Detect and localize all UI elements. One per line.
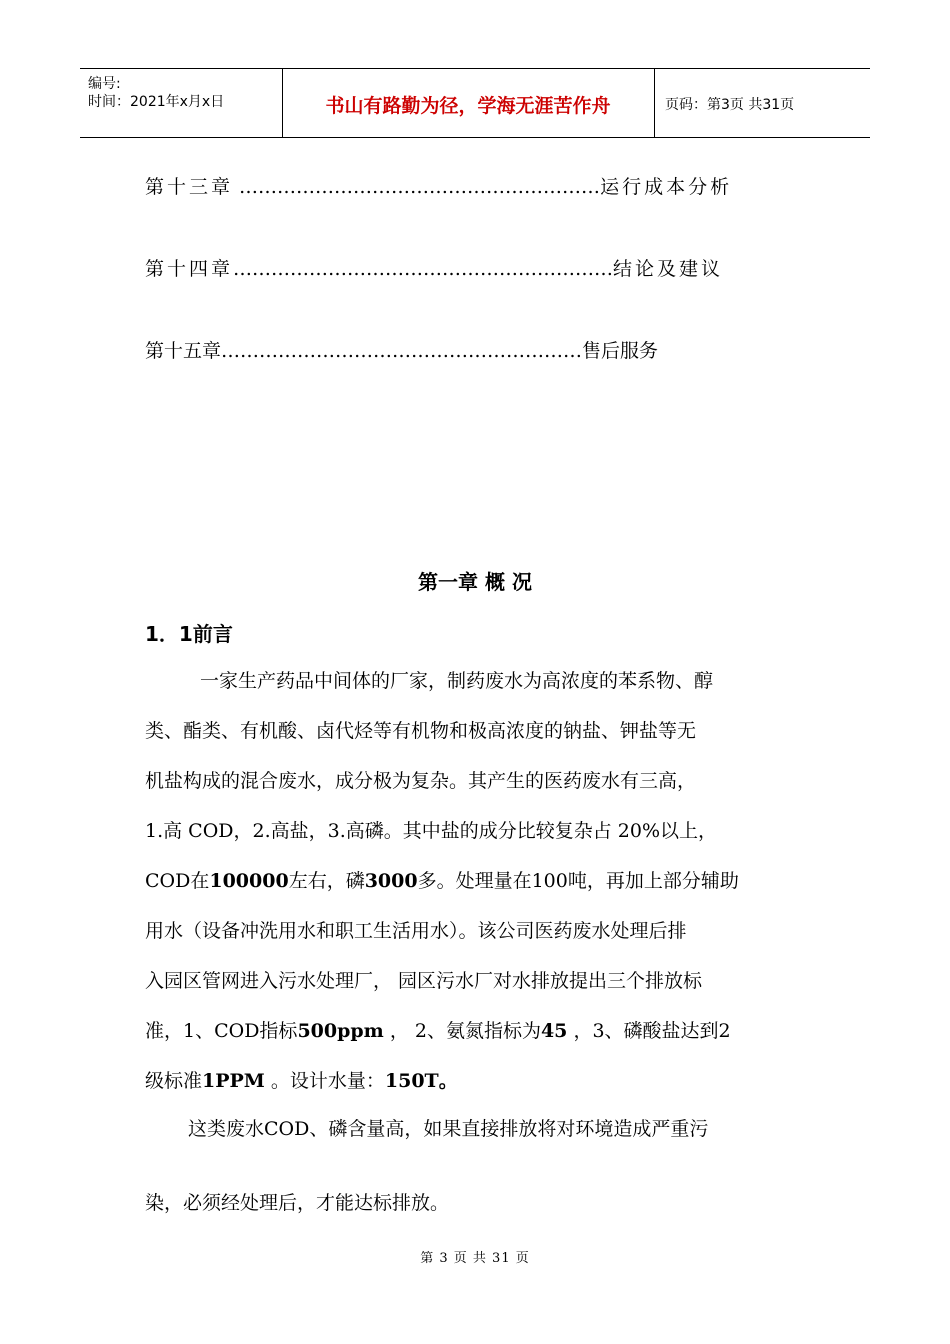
toc-dots: ………………………………………………… [233, 176, 601, 198]
bold-value: 500ppm [297, 1020, 384, 1042]
header-page-info: 页码：第3页 共31页 [665, 97, 795, 113]
body-para2-line-2: 染，必须经处理后，才能达标排放。 [145, 1192, 450, 1214]
text-run: 多。处理量在100吨，再加上部分辅助 [417, 870, 739, 892]
body-line-7: 入园区管网进入污水处理厂， 园区污水厂对水排放提出三个排放标 [145, 970, 703, 992]
body-line-8 [145, 1016, 731, 1043]
toc-line-13 [145, 172, 732, 199]
text-run: 准，1、COD指标 [145, 1020, 298, 1042]
section-title: 1．1前言 [145, 622, 233, 646]
body-line-3: 机盐构成的混合废水，成分极为复杂。其产生的医药废水有三高， [145, 770, 697, 792]
bold-value: 100000 [209, 870, 289, 892]
toc-dots: …………………………………………………… [233, 258, 614, 280]
page-header [80, 68, 870, 138]
body-line-6: 用水（设备冲洗用水和职工生活用水）。该公司医药废水处理后排 [145, 920, 687, 942]
text-run: COD在 [145, 870, 210, 892]
time-label: 时间：2021年x月x日 [88, 94, 225, 110]
header-motto-cell [282, 69, 655, 137]
body-line-4: 1.高 COD，2.高盐，3.高磷。其中盐的成分比较复杂占 20%以上， [145, 820, 718, 842]
bold-value: 1PPM [202, 1070, 265, 1092]
toc-chapter: 第十三章 [145, 176, 234, 198]
page-footer: 第 3 页 共 31 页 [420, 1251, 530, 1266]
body-line-2: 类、酯类、有机酸、卤代烃等有机物和极高浓度的钠盐、钾盐等无 [145, 720, 697, 742]
header-page-cell [655, 69, 870, 137]
toc-dots: ………………………………………………… [221, 340, 583, 362]
body-para2-line-1: 这类废水COD、磷含量高，如果直接排放将对环境造成严重污 [188, 1118, 709, 1140]
text-run: 。设计水量： [264, 1070, 385, 1092]
bold-value: 45 [540, 1020, 568, 1042]
text-run: ， 2、氨氮指标为 [383, 1020, 541, 1042]
body-line-5 [145, 866, 739, 893]
toc-line-15 [145, 336, 658, 363]
body-line-1: 一家生产药品中间体的厂家，制药废水为高浓度的苯系物、醇 [200, 670, 714, 692]
bold-value: 3000 [364, 870, 418, 892]
chapter-title: 第一章 概 况 [418, 570, 532, 594]
toc-line-14 [145, 254, 723, 281]
toc-chapter: 第十四章 [145, 258, 234, 280]
text-run: 级标准 [145, 1070, 203, 1092]
toc-title: 售后服务 [582, 340, 659, 362]
text-run: ，3、磷酸盐达到2 [567, 1020, 731, 1042]
bold-value: 150T。 [384, 1070, 458, 1092]
toc-title: 结论及建议 [613, 258, 724, 280]
toc-title: 运行成本分析 [600, 176, 733, 198]
header-motto: 书山有路勤为径，学海无涯苦作舟 [325, 95, 611, 117]
header-meta-cell [80, 69, 283, 137]
body-line-9 [145, 1066, 458, 1093]
toc-chapter: 第十五章 [145, 340, 222, 362]
serial-label: 编号: [88, 76, 121, 92]
text-run: 左右，磷 [288, 870, 365, 892]
